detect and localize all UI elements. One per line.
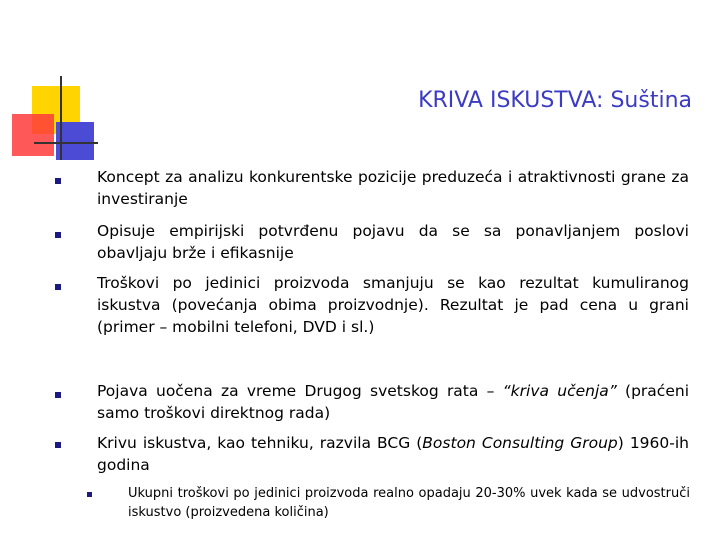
sub-bullet-square-icon [87,492,92,497]
bullet-text-3 [97,272,689,338]
bullet-4-text: Pojava uočena za vreme Drugog svetskog rata – [97,382,503,400]
bullet-text-2 [97,220,689,264]
bullet-5-emphasis: Boston Consulting Group [422,434,618,452]
sub-bullet-text [128,484,690,522]
bullet-5-after: ) 1960-ih godina [97,434,689,474]
bullet-square-icon [55,442,61,448]
bullet-text-5 [97,432,689,476]
bullet-3-text: Troškovi po jedinici proizvoda smanjuju se kao rezultat kumuliranog iskustva (povećanja obima proizvodnje). Rezultat je pad cena u grani (primer – mobilni telefoni, DVD i sl.) [97,274,689,336]
bullet-2-text: Opisuje empirijski potvrđenu pojavu da se sa ponavljanjem poslovi obavljaju brže i efikasnije [97,222,689,262]
decor-square-red [12,114,54,156]
bullet-square-icon [55,392,61,398]
bullet-square-icon [55,284,61,290]
bullet-text-4 [97,380,689,424]
bullet-5-text: Krivu iskustva, kao tehniku, razvila BCG ( [97,434,423,452]
bullet-square-icon [55,178,61,184]
bullet-square-icon [55,232,61,238]
decor-line-horizontal [34,142,98,144]
sub-bullet-1-text: Ukupni troškovi po jedinici proizvoda realno opadaju 20-30% uvek kada se udvostruči iskustvo (proizvedena količina) [128,486,690,520]
bullet-1-text: Koncept za analizu konkurentske pozicije preduzeća i atraktivnosti grane za investiranje [97,168,689,208]
slide-title: KRIVA ISKUSTVA: Suština [418,88,692,113]
decor-line-vertical [60,76,62,160]
bullet-4-emphasis: “kriva učenja” [502,382,617,400]
bullet-4-after: (praćeni samo troškovi direktnog rada) [97,382,689,422]
bullet-text-1 [97,166,689,210]
